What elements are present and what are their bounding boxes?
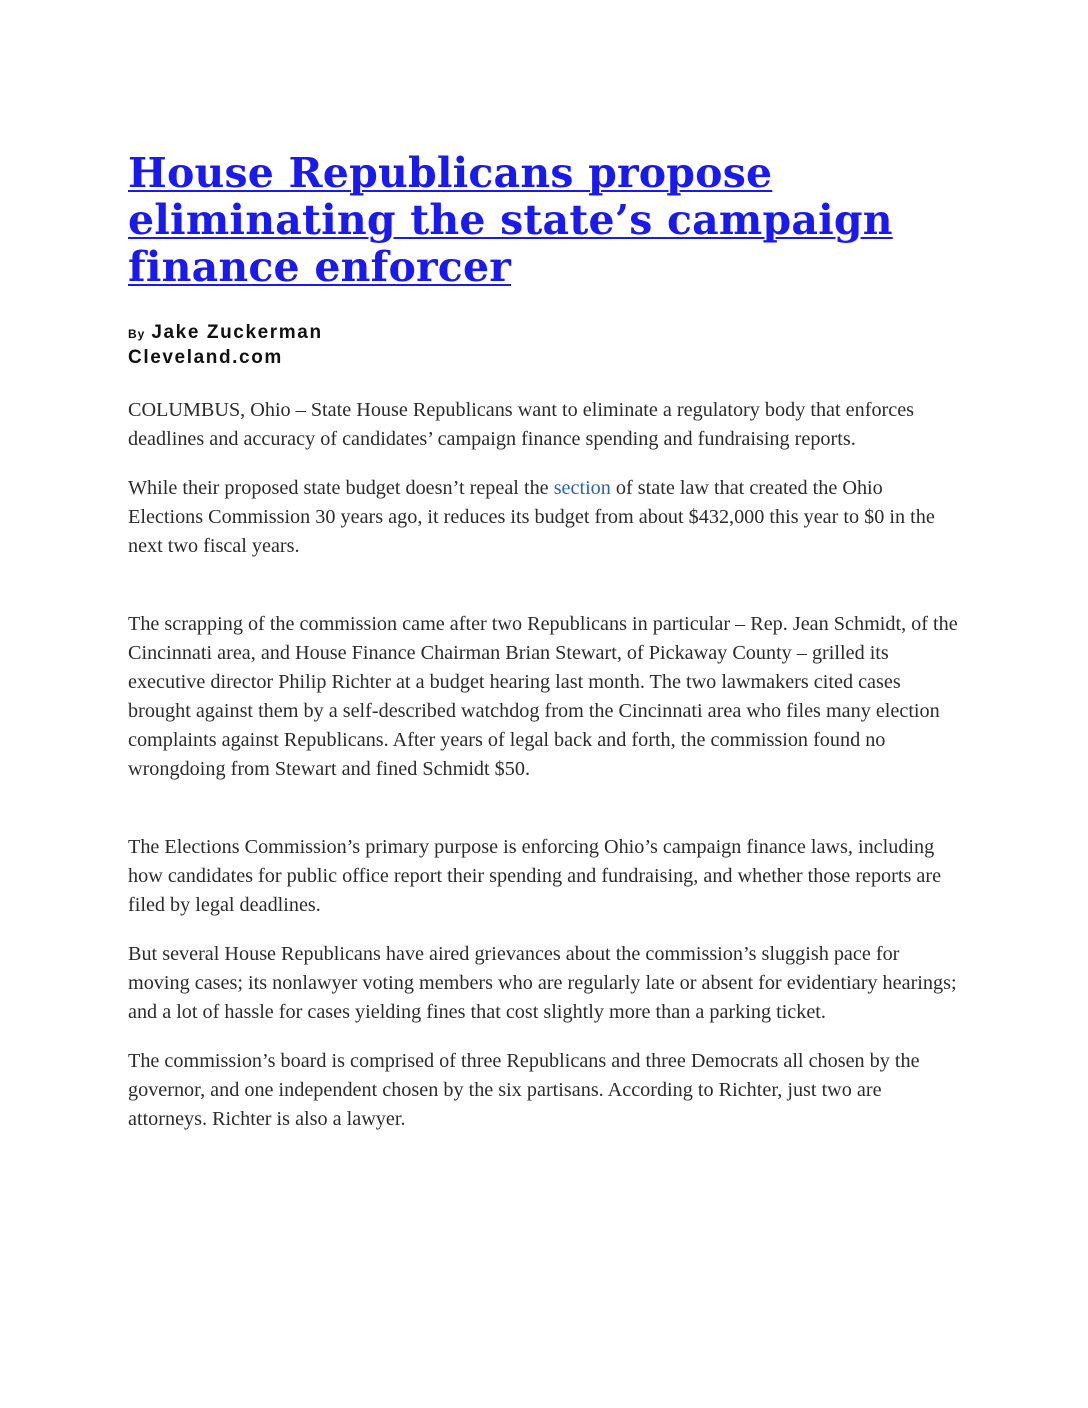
headline-line-2: eliminating the state’s campaign	[128, 196, 893, 244]
article-body	[128, 396, 960, 1134]
author-name: Jake Zuckerman	[151, 322, 323, 343]
paragraph-2	[128, 474, 960, 561]
author-line	[128, 321, 960, 346]
paragraph-2-after-link: of state law that created the Ohio Elections Commission 30 years ago, it reduces its budget from about $432,000 this year to $0 in the next two fiscal years.	[128, 477, 935, 557]
article-page	[128, 150, 960, 1134]
article-headline	[128, 150, 960, 291]
paragraph-4: The Elections Commission’s primary purpose is enforcing Ohio’s campaign finance laws, including how candidates for public office report their spending and fundraising, and whether those reports are filed by legal deadlines.	[128, 836, 942, 916]
paragraph-2-before-link: While their proposed state budget doesn’t repeal the	[128, 477, 554, 499]
headline-line-3: finance enforcer	[128, 243, 512, 291]
paragraph-1: COLUMBUS, Ohio – State House Republicans want to eliminate a regulatory body that enforces deadlines and accuracy of candidates’ campaign finance spending and fundraising reports.	[128, 399, 915, 450]
byline	[128, 321, 960, 370]
paragraph-5: But several House Republicans have aired grievances about the commission’s sluggish pace for moving cases; its nonlawyer voting members who are regularly late or absent for evidentiary hearings; and a lot of hassle for cases yielding fines that cost slightly more than a parking ticket.	[128, 943, 957, 1023]
paragraph-3: The scrapping of the commission came after two Republicans in particular – Rep. Jean Schmidt, of the Cincinnati area, and House Finance Chairman Brian Stewart, of Pickaway County – grilled its executive director Philip Richter at a budget hearing last month. The two lawmakers cited cases brought against them by a self-described watchdog from the Cincinnati area who files many election complaints against Republicans. After years of legal back and forth, the commission found no wrongdoing from Stewart and fined Schmidt $50.	[128, 613, 958, 780]
section-link[interactable]: section	[553, 477, 611, 499]
paragraph-6: The commission’s board is comprised of three Republicans and three Democrats all chosen by the governor, and one independent chosen by the six partisans. According to Richter, just two are attorneys. Richter is also a lawyer.	[128, 1050, 920, 1130]
headline-link[interactable]	[128, 149, 893, 291]
headline-line-1: House Republicans propose	[128, 149, 773, 197]
publication-name: Cleveland.com	[128, 347, 283, 368]
byline-prefix: By	[128, 327, 146, 341]
